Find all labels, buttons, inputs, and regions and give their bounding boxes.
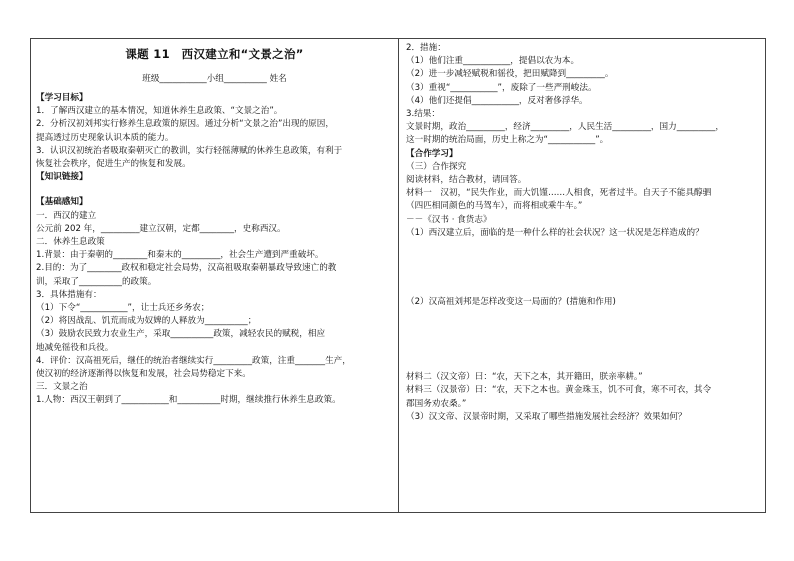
question-line: （3）汉文帝、汉景帝时期，又采取了哪些措施发展社会经济？效果如何？ xyxy=(406,411,687,422)
section-coop-heading: 【合作学习】 xyxy=(406,148,458,159)
content-line: 三．文景之治 xyxy=(36,382,88,393)
section-goals-heading: 【学习目标】 xyxy=(36,93,88,103)
material-source: －－《汉书 · 食货志》 xyxy=(406,214,492,225)
material-line: 材料一 汉初，“民失作业，而大饥馑……人相食，死者过半。自天子不能具醇驷 xyxy=(406,188,712,199)
content-line: 地减免徭役和兵役。 xyxy=(36,342,114,353)
content-line: （3）鼓励农民致力农业生产，采取__________政策，减轻农民的赋税，相应 xyxy=(36,329,326,340)
page-title: 课题 11 西汉建立和“文景之治” xyxy=(125,47,304,61)
right-column xyxy=(402,38,764,424)
content-line: 2．措施： xyxy=(406,43,446,53)
content-line: 训，采取了__________的政策。 xyxy=(36,276,157,287)
goal-line: 2．分析汉初刘邦实行修养生息政策的原因。通过分析“文景之治”出现的原因， xyxy=(36,119,334,130)
content-line: （1）他们注重___________，提倡以农为本。 xyxy=(406,56,580,67)
student-info-line: 班级___________小组__________ 姓名 xyxy=(142,74,287,84)
content-line: 2.目的：为了________政权和稳定社会局势，汉高祖吸取秦朝暴政导致速亡的教 xyxy=(36,263,337,274)
question-line: （1）西汉建立后，面临的是一种什么样的社会状况？这一状况是怎样造成的？ xyxy=(406,227,704,238)
content-line: （2）进一步减轻赋税和徭役，把田赋降到_________。 xyxy=(406,69,614,80)
content-line: 文景时期，政治_________，经济_________，人民生活_________，国力_________， xyxy=(406,122,724,133)
content-line: 1.人物：西汉王朝到了___________和__________时期，继续推行休养生息政策。 xyxy=(36,395,341,406)
content-line: 公元前 202 年，_________建立汉朝，定都________，史称西汉。 xyxy=(36,223,286,234)
content-line: 使汉初的经济逐渐得以恢复和发展，社会局势稳定下来。 xyxy=(36,369,251,380)
goal-line: 恢复社会秩序，促进生产的恢复和发展。 xyxy=(36,159,191,170)
material-line: 郡国务劝农桑。” xyxy=(406,398,467,409)
section-links-heading: 【知识链接】 xyxy=(36,172,88,183)
material-line: 材料三（汉景帝）曰：“农，天下之本也。黄金珠玉，饥不可食，寒不可衣，其令 xyxy=(406,385,712,396)
content-line: 一．西汉的建立 xyxy=(36,210,97,221)
goal-line: 提高透过历史现象认识本质的能力。 xyxy=(36,132,174,143)
left-column xyxy=(32,38,395,408)
material-line: （四匹相同颜色的马驾车），而将相或乘牛车。” xyxy=(406,201,583,212)
content-line: （2）将因战乱、饥荒而成为奴婢的人释放为__________； xyxy=(36,316,257,327)
content-line: （3）重视“___________”，废除了一些严刑峻法。 xyxy=(406,82,597,93)
content-line: 二．休养生息政策 xyxy=(36,237,105,248)
section-basic-heading: 【基础感知】 xyxy=(36,197,88,208)
content-line: （三）合作探究 xyxy=(406,161,467,172)
material-line: 材料二（汉文帝）曰：“农，天下之本，其开籍田，朕亲率耕。” xyxy=(406,372,643,383)
goal-line: 3．认识汉初统治者吸取秦朝灭亡的教训，实行轻徭薄赋的休养生息政策，有利于 xyxy=(36,145,343,156)
content-line: 这一时期的统治局面，历史上称之为“___________”。 xyxy=(406,135,609,146)
content-line: 3．具体措施有： xyxy=(36,289,102,300)
goal-line: 1．了解西汉建立的基本情况，知道休养生息政策、“文景之治”。 xyxy=(36,106,283,117)
content-line: （1）下令“___________”，让士兵还乡务农； xyxy=(36,303,210,314)
content-line: 1.背景：由于秦朝的________和秦末的_________，社会生产遭到严重破坏。 xyxy=(36,250,324,261)
content-line: 阅读材料，结合教材，请回答。 xyxy=(406,175,527,186)
content-line: （4）他们还提倡___________，反对奢侈浮华。 xyxy=(406,95,588,106)
content-line: 3.结果： xyxy=(406,109,440,120)
column-divider xyxy=(398,38,399,513)
content-line: 4．评价：汉高祖死后，继任的统治者继续实行_________政策，注重_______生产， xyxy=(36,355,351,366)
question-line: （2）汉高祖刘邦是怎样改变这一局面的？(措施和作用) xyxy=(406,297,616,308)
